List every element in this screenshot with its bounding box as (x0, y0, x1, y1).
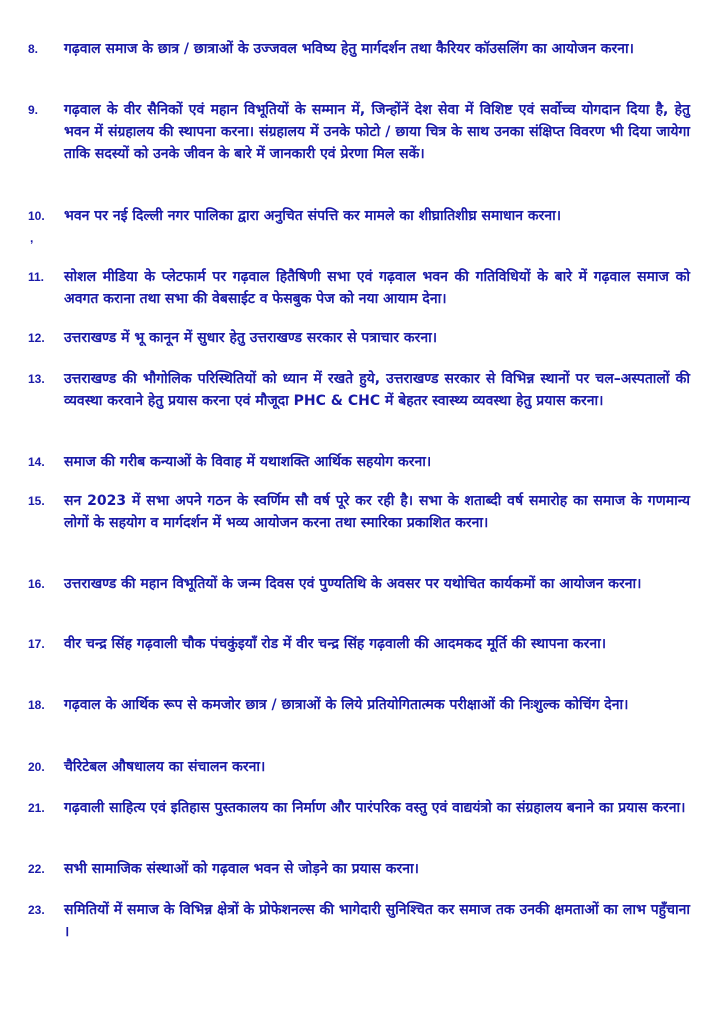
item-number: 17. (28, 637, 45, 651)
item-text: सभी सामाजिक संस्थाओं को गढ़वाल भवन से जोड़ने का प्रयास करना। (64, 861, 419, 877)
item-text: भवन पर नई दिल्ली नगर पालिका द्वारा अनुचित संपत्ति कर मामले का शीघ्रातिशीघ्र समाधान करना। (64, 208, 562, 224)
item-number: 9. (28, 103, 39, 117)
item-number: 12. (28, 331, 45, 345)
item-text: समाज की गरीब कन्याओं के विवाह में यथाशक्ति आर्थिक सहयोग करना। (64, 454, 432, 470)
item-number: 18. (28, 698, 45, 712)
item-text: सोशल मीडिया के प्लेटफार्म पर गढ़वाल हितैषिणी सभा एवं गढ़वाल भवन की गतिविधियों के बारे में गढ़वाल समाज को अवगत कराना तथा सभा की वेबसाईट व फेसबुक पेज को नया आयाम देना। (64, 269, 690, 307)
item-text: चैरिटेबल औषधालय का संचालन करना। (64, 759, 266, 775)
item-text: उत्तराखण्ड की महान विभूतियों के जन्म दिवस एवं पुण्यतिथि के अवसर पर यथोचित कार्यकमों का आयोजन करना। (64, 576, 642, 592)
item-number: 11. (28, 270, 45, 284)
item-number: 20. (28, 760, 45, 774)
item-text: समितियों में समाज के विभिन्न क्षेत्रों के प्रोफेशनल्स की भागेदारी सुनिश्चित कर समाज तक उनकी क्षमताओं का लाभ पहुँचाना । (64, 902, 690, 940)
item-number-mark: , (30, 231, 34, 245)
item-number: 10. (28, 209, 45, 223)
item-text: गढ़वाल के आर्थिक रूप से कमजोर छात्र / छात्राओं के लिये प्रतियोगितात्मक परीक्षाओं की निःशुल्क कोचिंग देना। (64, 697, 629, 713)
item-text: गढ़वाल समाज के छात्र / छात्राओं के उज्जवल भविष्य हेतु मार्गदर्शन तथा कैरियर कॉउसलिंग का आयोजन करना। (64, 41, 634, 57)
item-number: 21. (28, 801, 45, 815)
item-number: 8. (28, 42, 39, 56)
item-number: 13. (28, 372, 45, 386)
item-text: वीर चन्द्र सिंह गढ़वाली चौक पंचकुंइयाँ रोड में वीर चन्द्र सिंह गढ़वाली की आदमकद मूर्ति की स्थापना करना। (64, 636, 607, 652)
item-text: सन 2023 में सभा अपने गठन के स्वर्णिम सौ वर्ष पूरे कर रही है। सभा के शताब्दी वर्ष समारोह का समाज के गणमान्य लोगों के सहयोग व मार्गदर्शन में भव्य आयोजन करना तथा स्मारिका प्रकाशित करना। (64, 493, 690, 531)
item-number: 14. (28, 455, 45, 469)
item-number: 15. (28, 494, 45, 508)
item-text: गढ़वाली साहित्य एवं इतिहास पुस्तकालय का निर्माण और पारंपरिक वस्तु एवं वाद्ययंत्रो का संग्रहालय बनाने का प्रयास करना। (64, 800, 686, 816)
item-number: 22. (28, 862, 45, 876)
item-text: गढ़वाल के वीर सैनिकों एवं महान विभूतियों के सम्मान में, जिन्होंनें देश सेवा में विशिष्ट एवं सर्वोच्च योगदान दिया है, हेतु भवन में संग्रहालय की स्थापना करना। संग्रहालय में उनके फोटो / छाया चित्र के साथ उनका संक्षिप्त विवरण भी दिया जायेगा ताकि सदस्यों को उनके जीवन के बारे में जानकारी एवं प्रेरणा मिल सकें। (64, 102, 690, 162)
item-number: 23. (28, 903, 45, 917)
item-text: उत्तराखण्ड की भौगोलिक परिस्थितियों को ध्यान में रखते हुये, उत्तराखण्ड सरकार से विभिन्न स्थानों पर चल–अस्पतालों की व्यवस्था करवाने हेतु प्रयास करना एवं मौजूदा PHC & CHC में बेहतर स्वास्थ्य व्यवस्था हेतु प्रयास करना। (64, 371, 690, 409)
item-text: उत्तराखण्ड में भू कानून में सुधार हेतु उत्तराखण्ड सरकार से पत्राचार करना। (64, 330, 438, 346)
item-number: 16. (28, 577, 45, 591)
